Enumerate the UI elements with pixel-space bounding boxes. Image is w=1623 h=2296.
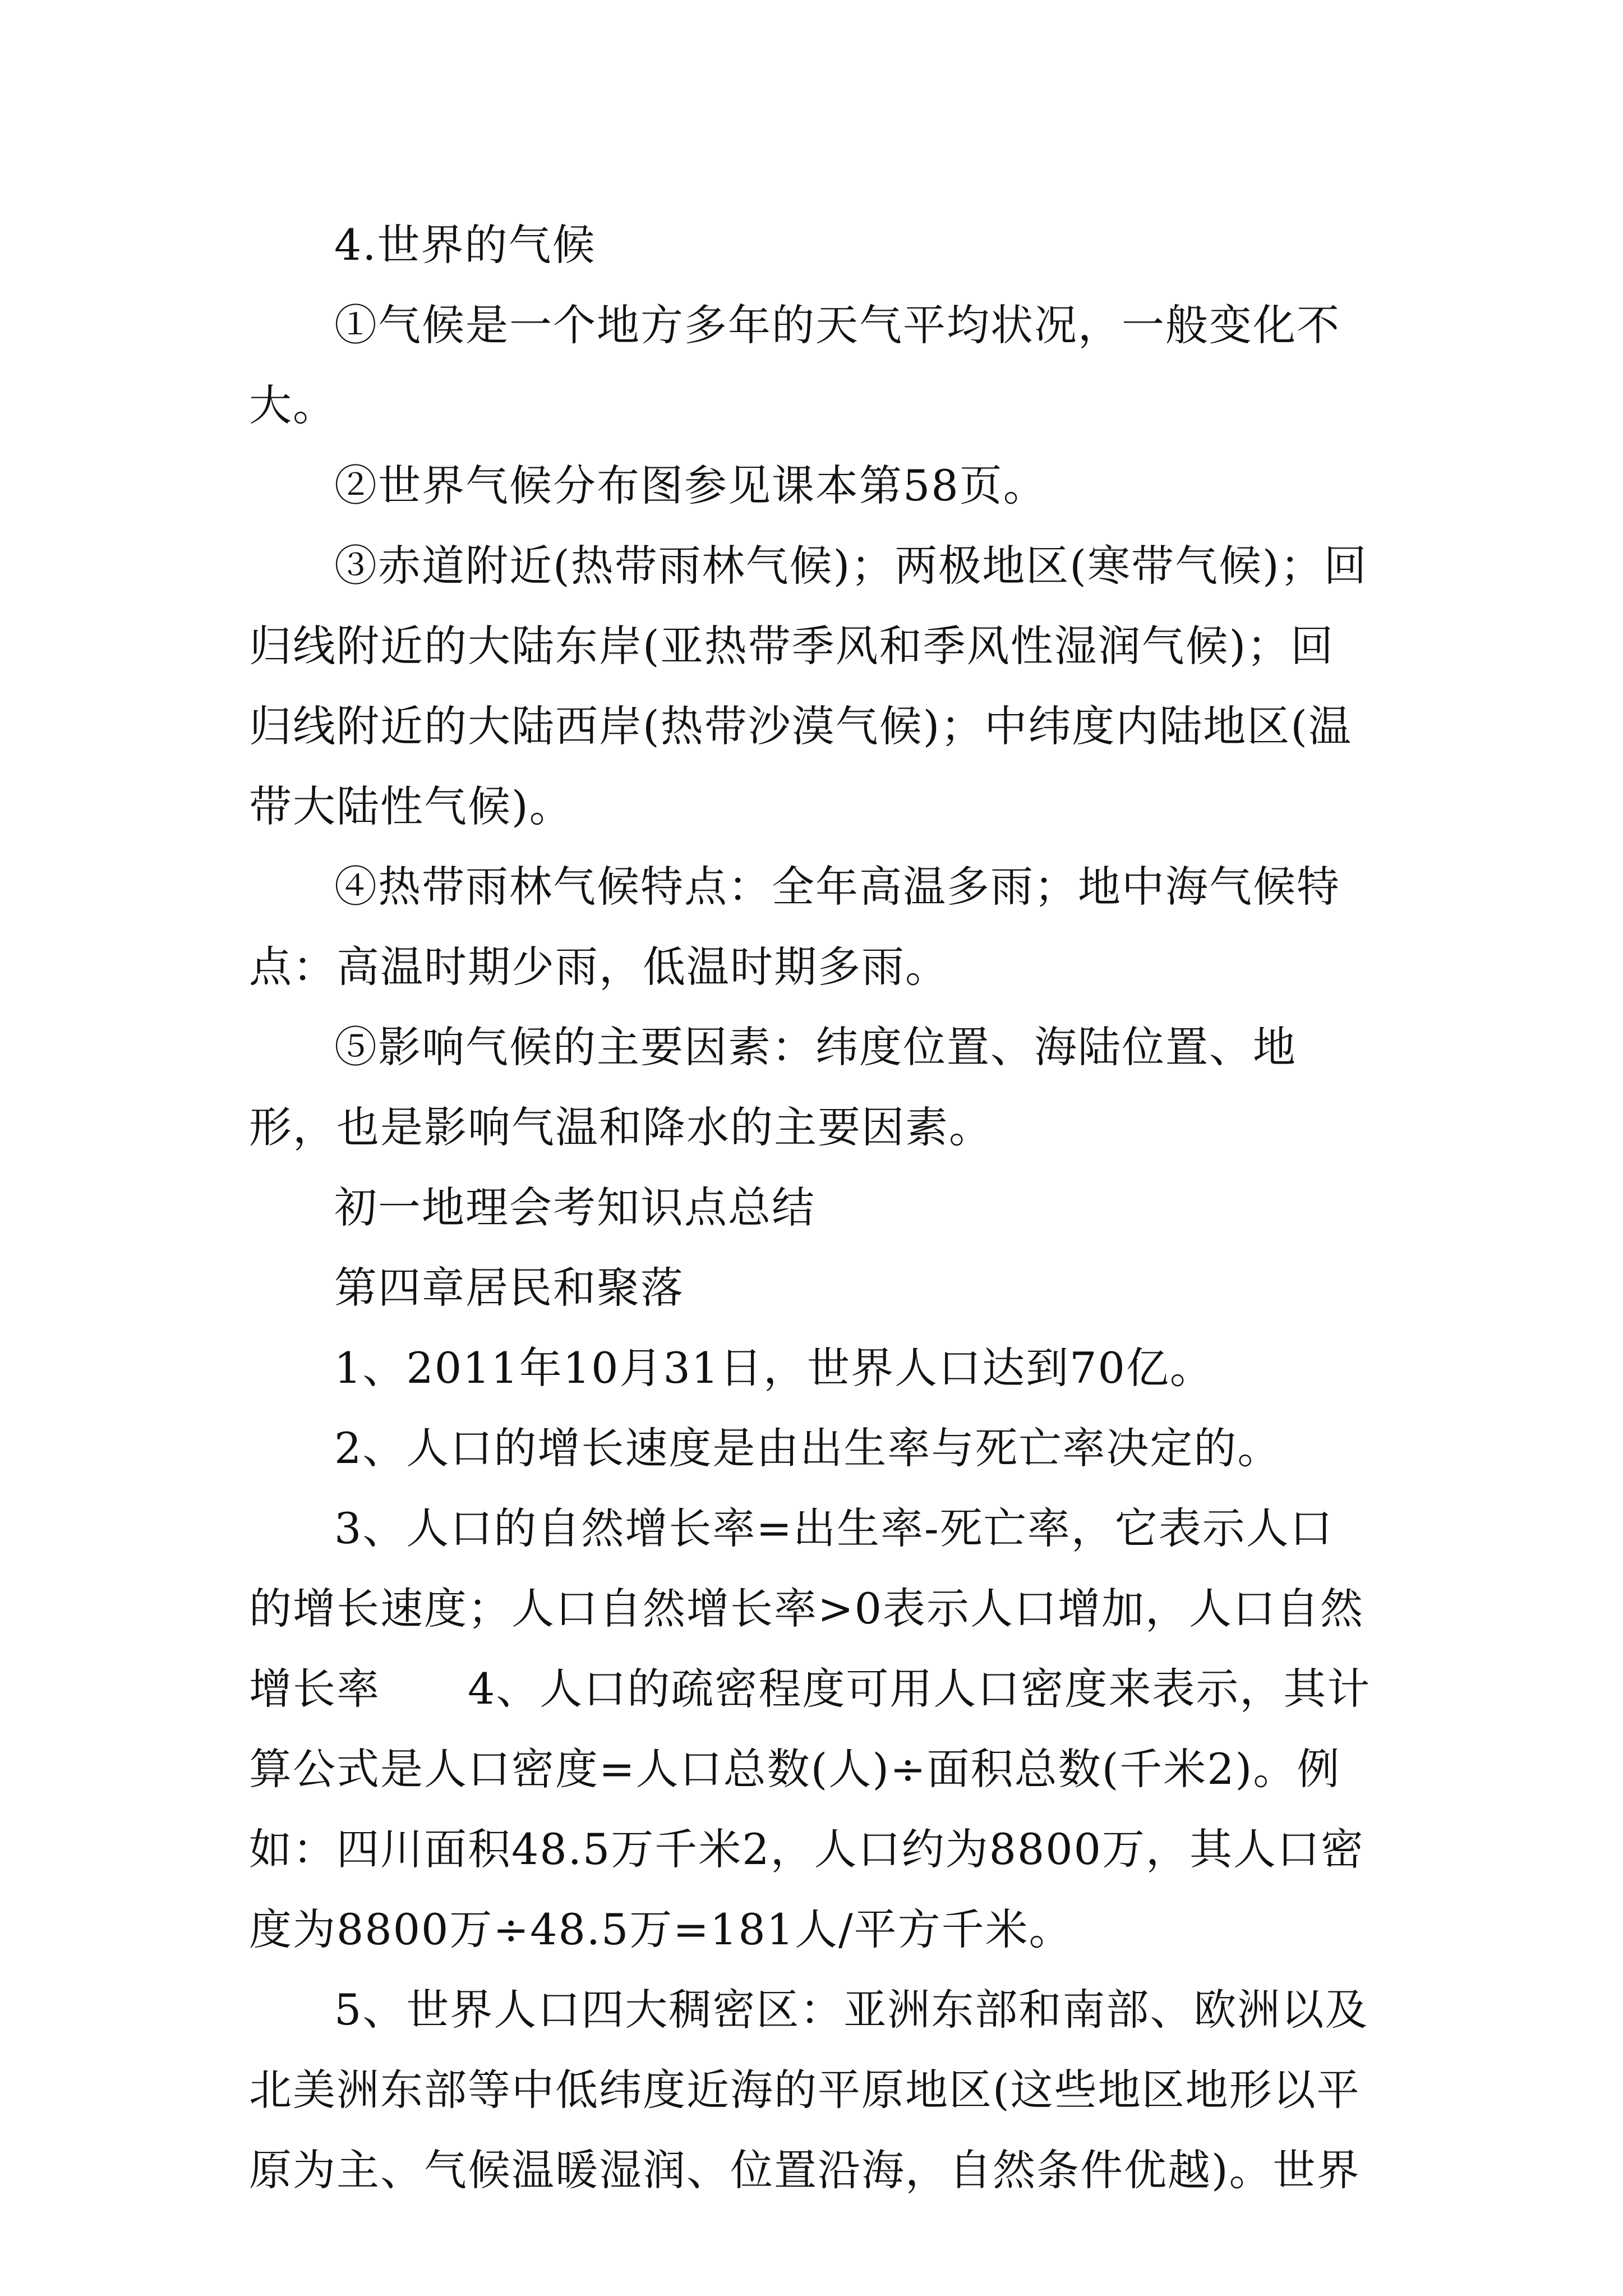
section-heading-climate: 4.世界的气候	[334, 220, 596, 270]
document-body	[249, 205, 1376, 2210]
paragraph-population-2011: 1、2011年10月31日，世界人口达到70亿。	[334, 1343, 1214, 1393]
paragraph-climate-definition: ①气候是一个地方多年的天气平均状况，一般变化不大。	[249, 300, 1340, 430]
paragraph-climate-factors: ⑤影响气候的主要因素：纬度位置、海陆位置、地形，也是影响气温和降水的主要因素。	[249, 1022, 1297, 1152]
paragraph-natural-growth-density: 3、人口的自然增长率=出生率-死亡率，它表示人口的增长速度；人口自然增长率>0表示人口增加，人口自然增长率 4、人口的疏密程度可用人口密度来表示，其计算公式是人口密度=人口总数(人)÷面积总数(千米2)。例如：四川面积48.5万千米2，人口约为8800万，其人口密度为8800万÷48.5万=181人/平方千米。	[249, 1503, 1371, 1954]
paragraph-climate-features: ④热带雨林气候特点：全年高温多雨；地中海气候特点：高温时期少雨，低温时期多雨。	[249, 862, 1340, 992]
paragraph-population-growth: 2、人口的增长速度是由出生率与死亡率决定的。	[334, 1423, 1281, 1473]
paragraph-dense-regions: 5、世界人口四大稠密区：亚洲东部和南部、欧洲以及北美洲东部等中低纬度近海的平原地区(这些地区地形以平原为主、气候温暖湿润、位置沿海，自然条件优越)。世界	[249, 1985, 1369, 2195]
chapter-heading: 第四章居民和聚落	[334, 1263, 684, 1313]
paragraph-climate-zones: ③赤道附近(热带雨林气候)；两极地区(寒带气候)；回归线附近的大陆东岸(亚热带季风和季风性湿润气候)；回归线附近的大陆西岸(热带沙漠气候)；中纬度内陆地区(温带大陆性气候)。	[249, 541, 1368, 831]
document-subtitle: 初一地理会考知识点总结	[334, 1182, 815, 1232]
paragraph-climate-map: ②世界气候分布图参见课本第58页。	[334, 461, 1047, 510]
